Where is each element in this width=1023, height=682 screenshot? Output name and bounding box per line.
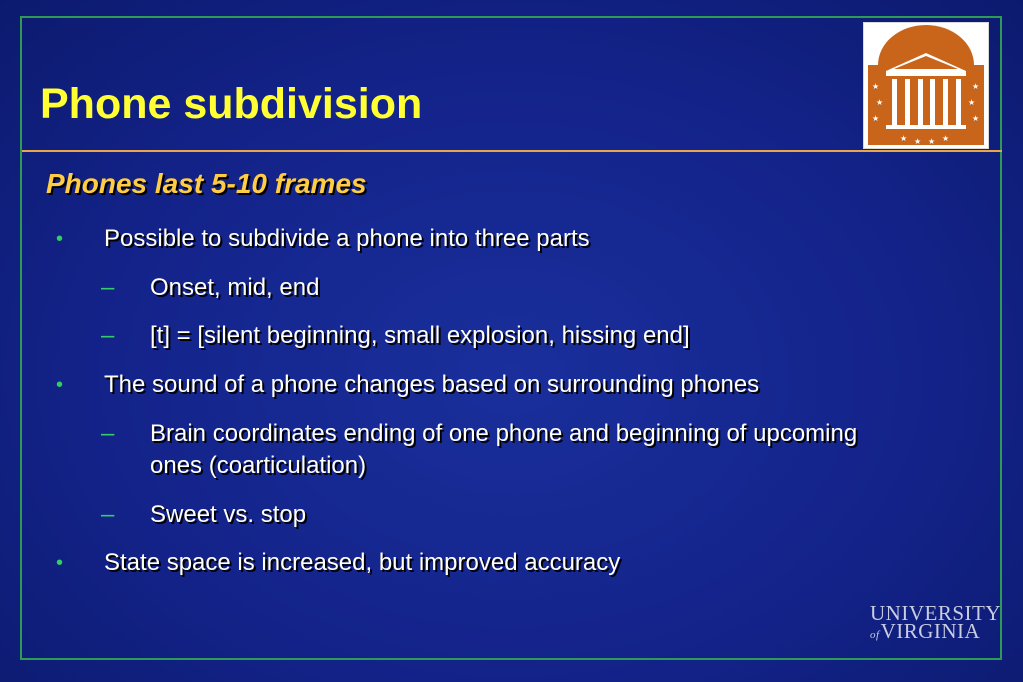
- svg-text:★: ★: [872, 82, 880, 91]
- sub-bullet-text: Onset, mid, end: [150, 274, 320, 301]
- svg-text:★: ★: [872, 114, 880, 123]
- bullet-marker: •: [56, 228, 64, 250]
- university-wordmark: [870, 601, 1001, 644]
- bullet-marker: •: [56, 374, 64, 396]
- sub-bullet-text: Sweet vs. stop: [150, 501, 307, 528]
- wordmark-of: of: [870, 629, 880, 641]
- sub-bullet-text: [t] = [silent beginning, small explosion, hissing end]: [150, 322, 690, 349]
- svg-text:★: ★: [876, 98, 884, 107]
- slide-subtitle: Phones last 5-10 frames: [46, 168, 367, 199]
- slide-title: Phone subdivision: [40, 80, 423, 128]
- bullet-marker: •: [56, 552, 64, 574]
- wordmark-virginia: VIRGINIA: [880, 619, 981, 643]
- dash-marker: –: [101, 501, 115, 528]
- svg-text:★: ★: [968, 98, 976, 107]
- dash-marker: –: [101, 420, 115, 447]
- svg-text:★: ★: [928, 137, 936, 146]
- bullet-text: The sound of a phone changes based on surrounding phones: [104, 371, 760, 398]
- svg-text:★: ★: [942, 134, 950, 143]
- svg-text:★: ★: [900, 134, 908, 143]
- svg-text:★: ★: [972, 114, 980, 123]
- svg-text:★: ★: [972, 82, 980, 91]
- dash-marker: –: [101, 322, 115, 349]
- wordmark-line-2: [870, 619, 1001, 644]
- sub-bullet-text-continued: ones (coarticulation): [150, 452, 367, 479]
- dash-marker: –: [101, 274, 115, 301]
- svg-text:★: ★: [914, 137, 922, 146]
- sub-bullet-text: Brain coordinates ending of one phone and beginning of upcoming: [150, 420, 858, 447]
- bullet-text: Possible to subdivide a phone into three parts: [104, 225, 590, 252]
- bullet-text: State space is increased, but improved accuracy: [104, 549, 621, 576]
- wordmark-line-1: UNIVERSITY: [870, 601, 1001, 625]
